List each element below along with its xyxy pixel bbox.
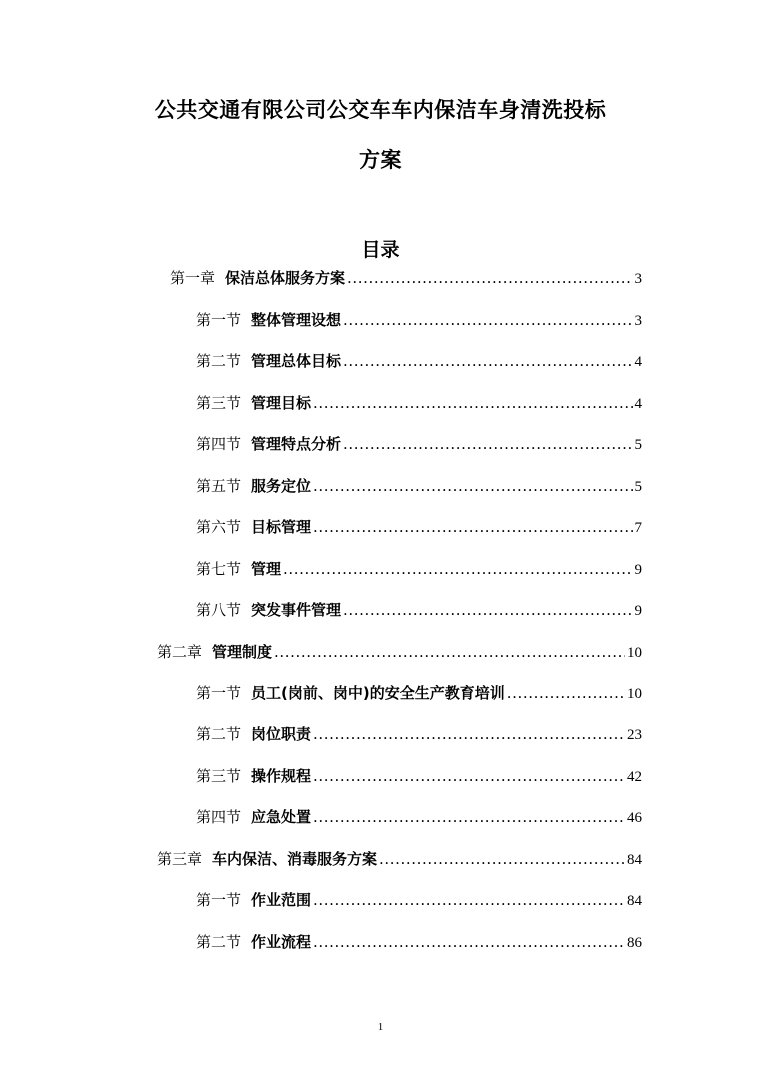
toc-title: 目标管理 [251, 518, 312, 536]
toc-title: 操作规程 [251, 767, 312, 785]
toc-number: 第二章 [157, 643, 203, 661]
toc-heading: 目录 [361, 239, 400, 261]
toc-ch1-section-3[interactable] [196, 391, 642, 415]
toc-title: 管理特点分析 [251, 435, 342, 453]
toc-ch1-section-6[interactable] [196, 515, 642, 539]
toc-title: 服务定位 [251, 477, 312, 495]
toc-title: 管理总体目标 [251, 352, 342, 370]
toc-ch1-section-2[interactable] [196, 349, 642, 373]
toc-page-number: 84 [627, 852, 642, 868]
toc-page-number: 23 [627, 727, 642, 743]
toc-title: 管理制度 [212, 643, 273, 661]
toc-number: 第一节 [196, 311, 242, 329]
toc-title: 保洁总体服务方案 [225, 269, 346, 287]
toc-ch2-section-3[interactable] [196, 764, 642, 788]
toc-number: 第一节 [196, 891, 242, 909]
toc-title: 作业范围 [251, 891, 312, 909]
toc-number: 第三节 [196, 394, 242, 412]
toc-title: 整体管理设想 [251, 311, 342, 329]
toc-page-number: 3 [634, 313, 642, 329]
toc-ch1-section-4[interactable] [196, 432, 642, 456]
toc-leader-dots [347, 266, 632, 290]
document-title-line-1: 公共交通有限公司公交车车内保洁车身清洗投标 [154, 98, 607, 122]
toc-leader-dots [343, 349, 632, 373]
toc-ch1-section-1[interactable] [196, 308, 642, 332]
toc-number: 第二节 [196, 352, 242, 370]
toc-leader-dots [507, 681, 625, 705]
toc-chapter-3[interactable] [157, 847, 642, 871]
toc-title: 岗位职责 [251, 725, 312, 743]
toc-page-number: 5 [634, 479, 642, 495]
toc-ch3-section-1[interactable] [196, 888, 642, 912]
toc-page-number: 4 [634, 396, 642, 412]
toc-ch3-section-2[interactable] [196, 930, 642, 954]
toc-leader-dots [343, 432, 632, 456]
toc-ch1-section-5[interactable] [196, 474, 642, 498]
toc-leader-dots [313, 805, 625, 829]
toc-page-number: 46 [627, 810, 642, 826]
toc-page-number: 9 [634, 603, 642, 619]
toc-chapter-1[interactable] [170, 266, 642, 290]
toc-page-number: 10 [627, 686, 642, 702]
toc-ch1-section-7[interactable] [196, 557, 642, 581]
toc-leader-dots [274, 640, 625, 664]
toc-number: 第二节 [196, 933, 242, 951]
toc-leader-dots [313, 722, 625, 746]
toc-number: 第四节 [196, 808, 242, 826]
document-title-line-2: 方案 [359, 148, 402, 172]
toc-number: 第三章 [157, 850, 203, 868]
toc-title: 管理目标 [251, 394, 312, 412]
toc-leader-dots [313, 391, 632, 415]
toc-number: 第二节 [196, 725, 242, 743]
toc-page-number: 9 [634, 562, 642, 578]
toc-title: 作业流程 [251, 933, 312, 951]
toc-page-number: 42 [627, 769, 642, 785]
toc-page-number: 3 [634, 271, 642, 287]
toc-title: 应急处置 [251, 808, 312, 826]
toc-leader-dots [343, 598, 632, 622]
toc-leader-dots [313, 515, 632, 539]
toc-number: 第七节 [196, 560, 242, 578]
toc-ch2-section-1[interactable] [196, 681, 642, 705]
toc-leader-dots [283, 557, 632, 581]
toc-leader-dots [313, 888, 625, 912]
toc-number: 第一章 [170, 269, 216, 287]
toc-title: 突发事件管理 [251, 601, 342, 619]
toc-leader-dots [313, 474, 632, 498]
toc-leader-dots [379, 847, 625, 871]
toc-page-number: 5 [634, 437, 642, 453]
toc-page-number: 10 [627, 645, 642, 661]
toc-title: 车内保洁、消毒服务方案 [212, 850, 378, 868]
page-number: 1 [377, 1021, 384, 1033]
toc-ch1-section-8[interactable] [196, 598, 642, 622]
toc-title: 管理 [251, 560, 282, 578]
toc-number: 第六节 [196, 518, 242, 536]
toc-page-number: 4 [634, 354, 642, 370]
toc-page-number: 7 [634, 520, 642, 536]
toc-leader-dots [313, 764, 625, 788]
toc-page-number: 84 [627, 893, 642, 909]
toc-title: 员工(岗前、岗中)的安全生产教育培训 [251, 684, 505, 702]
toc-number: 第四节 [196, 435, 242, 453]
toc-number: 第三节 [196, 767, 242, 785]
toc-leader-dots [343, 308, 632, 332]
toc-page-number: 86 [627, 935, 642, 951]
toc-leader-dots [313, 930, 625, 954]
toc-number: 第一节 [196, 684, 242, 702]
toc-ch2-section-2[interactable] [196, 722, 642, 746]
toc-ch2-section-4[interactable] [196, 805, 642, 829]
toc-number: 第五节 [196, 477, 242, 495]
toc-chapter-2[interactable] [157, 640, 642, 664]
toc-number: 第八节 [196, 601, 242, 619]
